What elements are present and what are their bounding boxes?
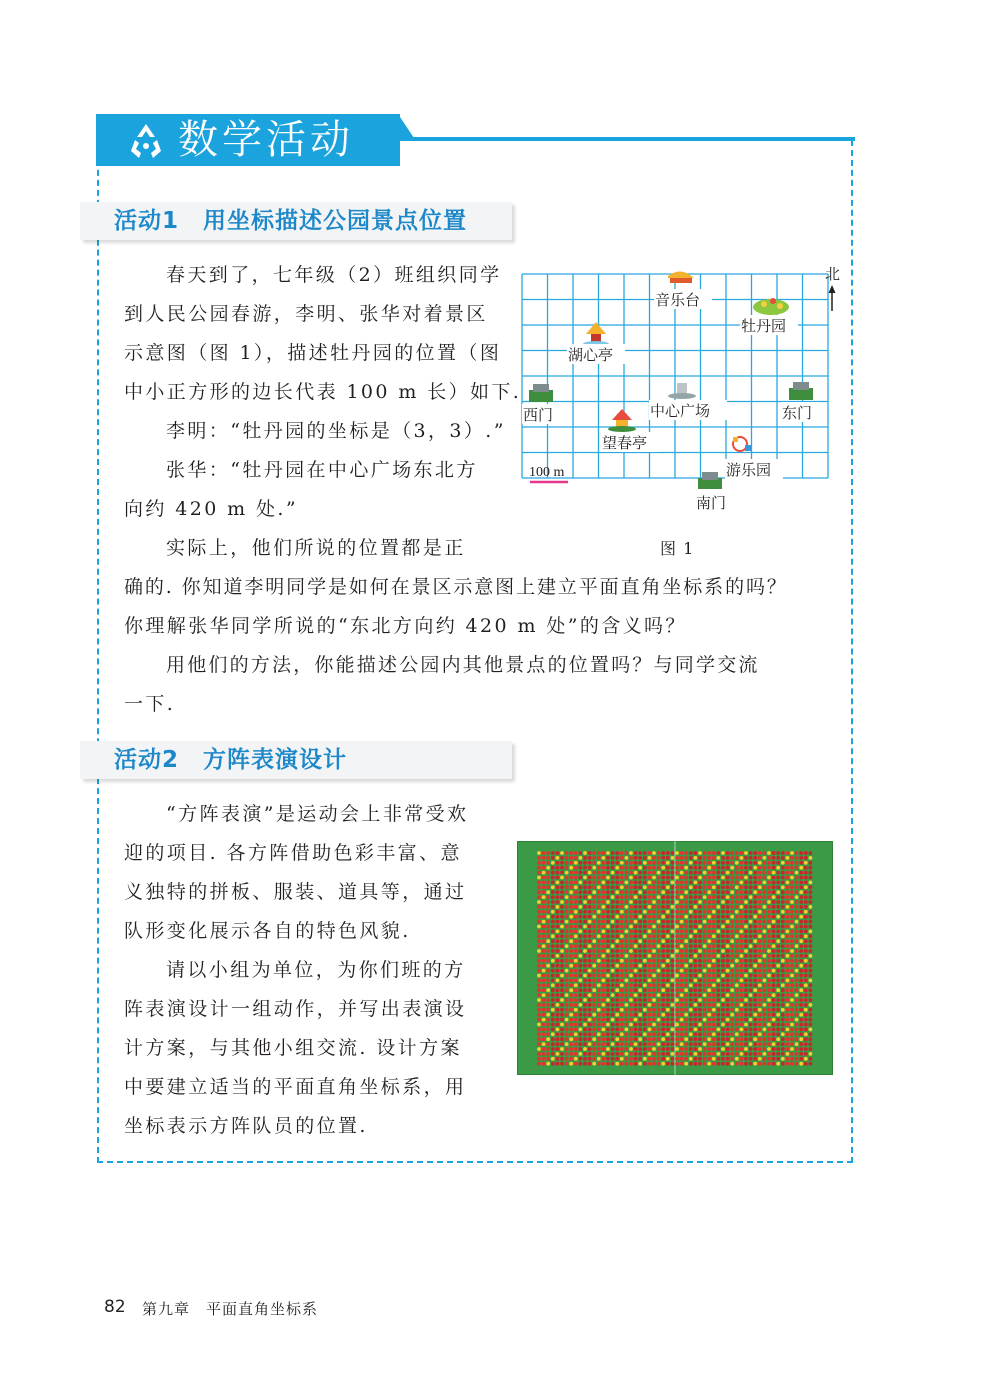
- a2-line-7: 计方案，与其他小组交流. 设计方案: [124, 1037, 462, 1059]
- a2-line-8: 中要建立适当的平面直角坐标系，用: [124, 1076, 467, 1098]
- page-number: 82: [104, 1297, 126, 1317]
- peony-garden-icon: [753, 298, 789, 315]
- amusement-park-icon: [733, 437, 751, 451]
- a1-line-2: 到人民公园春游，李明、张华对着景区: [124, 303, 488, 325]
- a1-line-9: 确的. 你知道李明同学是如何在景区示意图上建立平面直角坐标系的吗？: [124, 576, 788, 598]
- park-map: [518, 262, 848, 522]
- music-stage-icon: [668, 271, 694, 283]
- section-title: 数学活动: [178, 117, 354, 163]
- label-central-square: 中心广场: [650, 402, 711, 420]
- a2-line-3: 义独特的拼板、服装、道具等，通过: [124, 881, 467, 903]
- spring-pavilion-icon: [608, 409, 636, 432]
- a1-line-6: 张华：“牡丹园在中心广场东北方: [166, 459, 478, 481]
- south-gate-icon: [698, 472, 722, 489]
- label-south-gate: 南门: [696, 494, 727, 512]
- chapter-title: 第九章 平面直角坐标系: [142, 1300, 319, 1318]
- a2-line-5: 请以小组为单位，为你们班的方: [166, 959, 466, 981]
- activity1-heading-text: 活动1 用坐标描述公园景点位置: [114, 208, 468, 234]
- a1-line-1: 春天到了，七年级（2）班组织同学: [166, 264, 502, 286]
- north-arrowhead-icon: [829, 285, 836, 293]
- a1-line-8: 实际上，他们所说的位置都是正: [166, 537, 466, 559]
- a1-line-3: 示意图（图 1），描述牡丹园的位置（图: [124, 342, 502, 364]
- central-square-icon: [668, 383, 696, 399]
- label-lake-pavilion: 湖心亭: [568, 346, 614, 364]
- a2-line-2: 迎的项目. 各方阵借助色彩丰富、意: [124, 842, 462, 864]
- label-east-gate: 东门: [782, 404, 813, 422]
- activity2-heading: [80, 741, 512, 779]
- a2-line-4: 队形变化展示各自的特色风貌.: [124, 920, 411, 942]
- a2-line-6: 阵表演设计一组动作，并写出表演设: [124, 998, 467, 1020]
- west-gate-icon: [529, 384, 553, 402]
- a1-line-10: 你理解张华同学所说的“东北方向约 420 m 处”的含义吗？: [124, 615, 687, 637]
- a2-line-1: “方阵表演”是运动会上非常受欢: [166, 803, 469, 825]
- formation-photo: [517, 841, 833, 1075]
- north-label: 北: [825, 265, 841, 283]
- a1-line-11: 用他们的方法，你能描述公园内其他景点的位置吗？与同学交流: [166, 654, 760, 676]
- a1-line-12: 一下.: [124, 693, 176, 715]
- a1-line-7: 向约 420 m 处.”: [124, 498, 298, 520]
- figure-caption: 图 1: [660, 539, 695, 558]
- a1-line-4: 中小正方形的边长代表 100 m 长）如下.: [124, 381, 522, 403]
- label-amusement-park: 游乐园: [726, 461, 772, 479]
- activity2-heading-text: 活动2 方阵表演设计: [114, 747, 348, 773]
- label-spring-pavilion: 望春亭: [602, 434, 648, 452]
- a2-line-9: 坐标表示方阵队员的位置.: [124, 1115, 368, 1137]
- label-music-stage: 音乐台: [655, 291, 701, 309]
- lake-pavilion-icon: [583, 322, 609, 347]
- label-peony-garden: 牡丹园: [741, 317, 787, 335]
- activity1-heading: [80, 202, 512, 240]
- east-gate-icon: [789, 382, 813, 400]
- scale-label: 100 m: [529, 465, 565, 480]
- label-west-gate: 西门: [523, 406, 554, 424]
- a1-line-5: 李明：“牡丹园的坐标是（3，3）.”: [166, 420, 506, 442]
